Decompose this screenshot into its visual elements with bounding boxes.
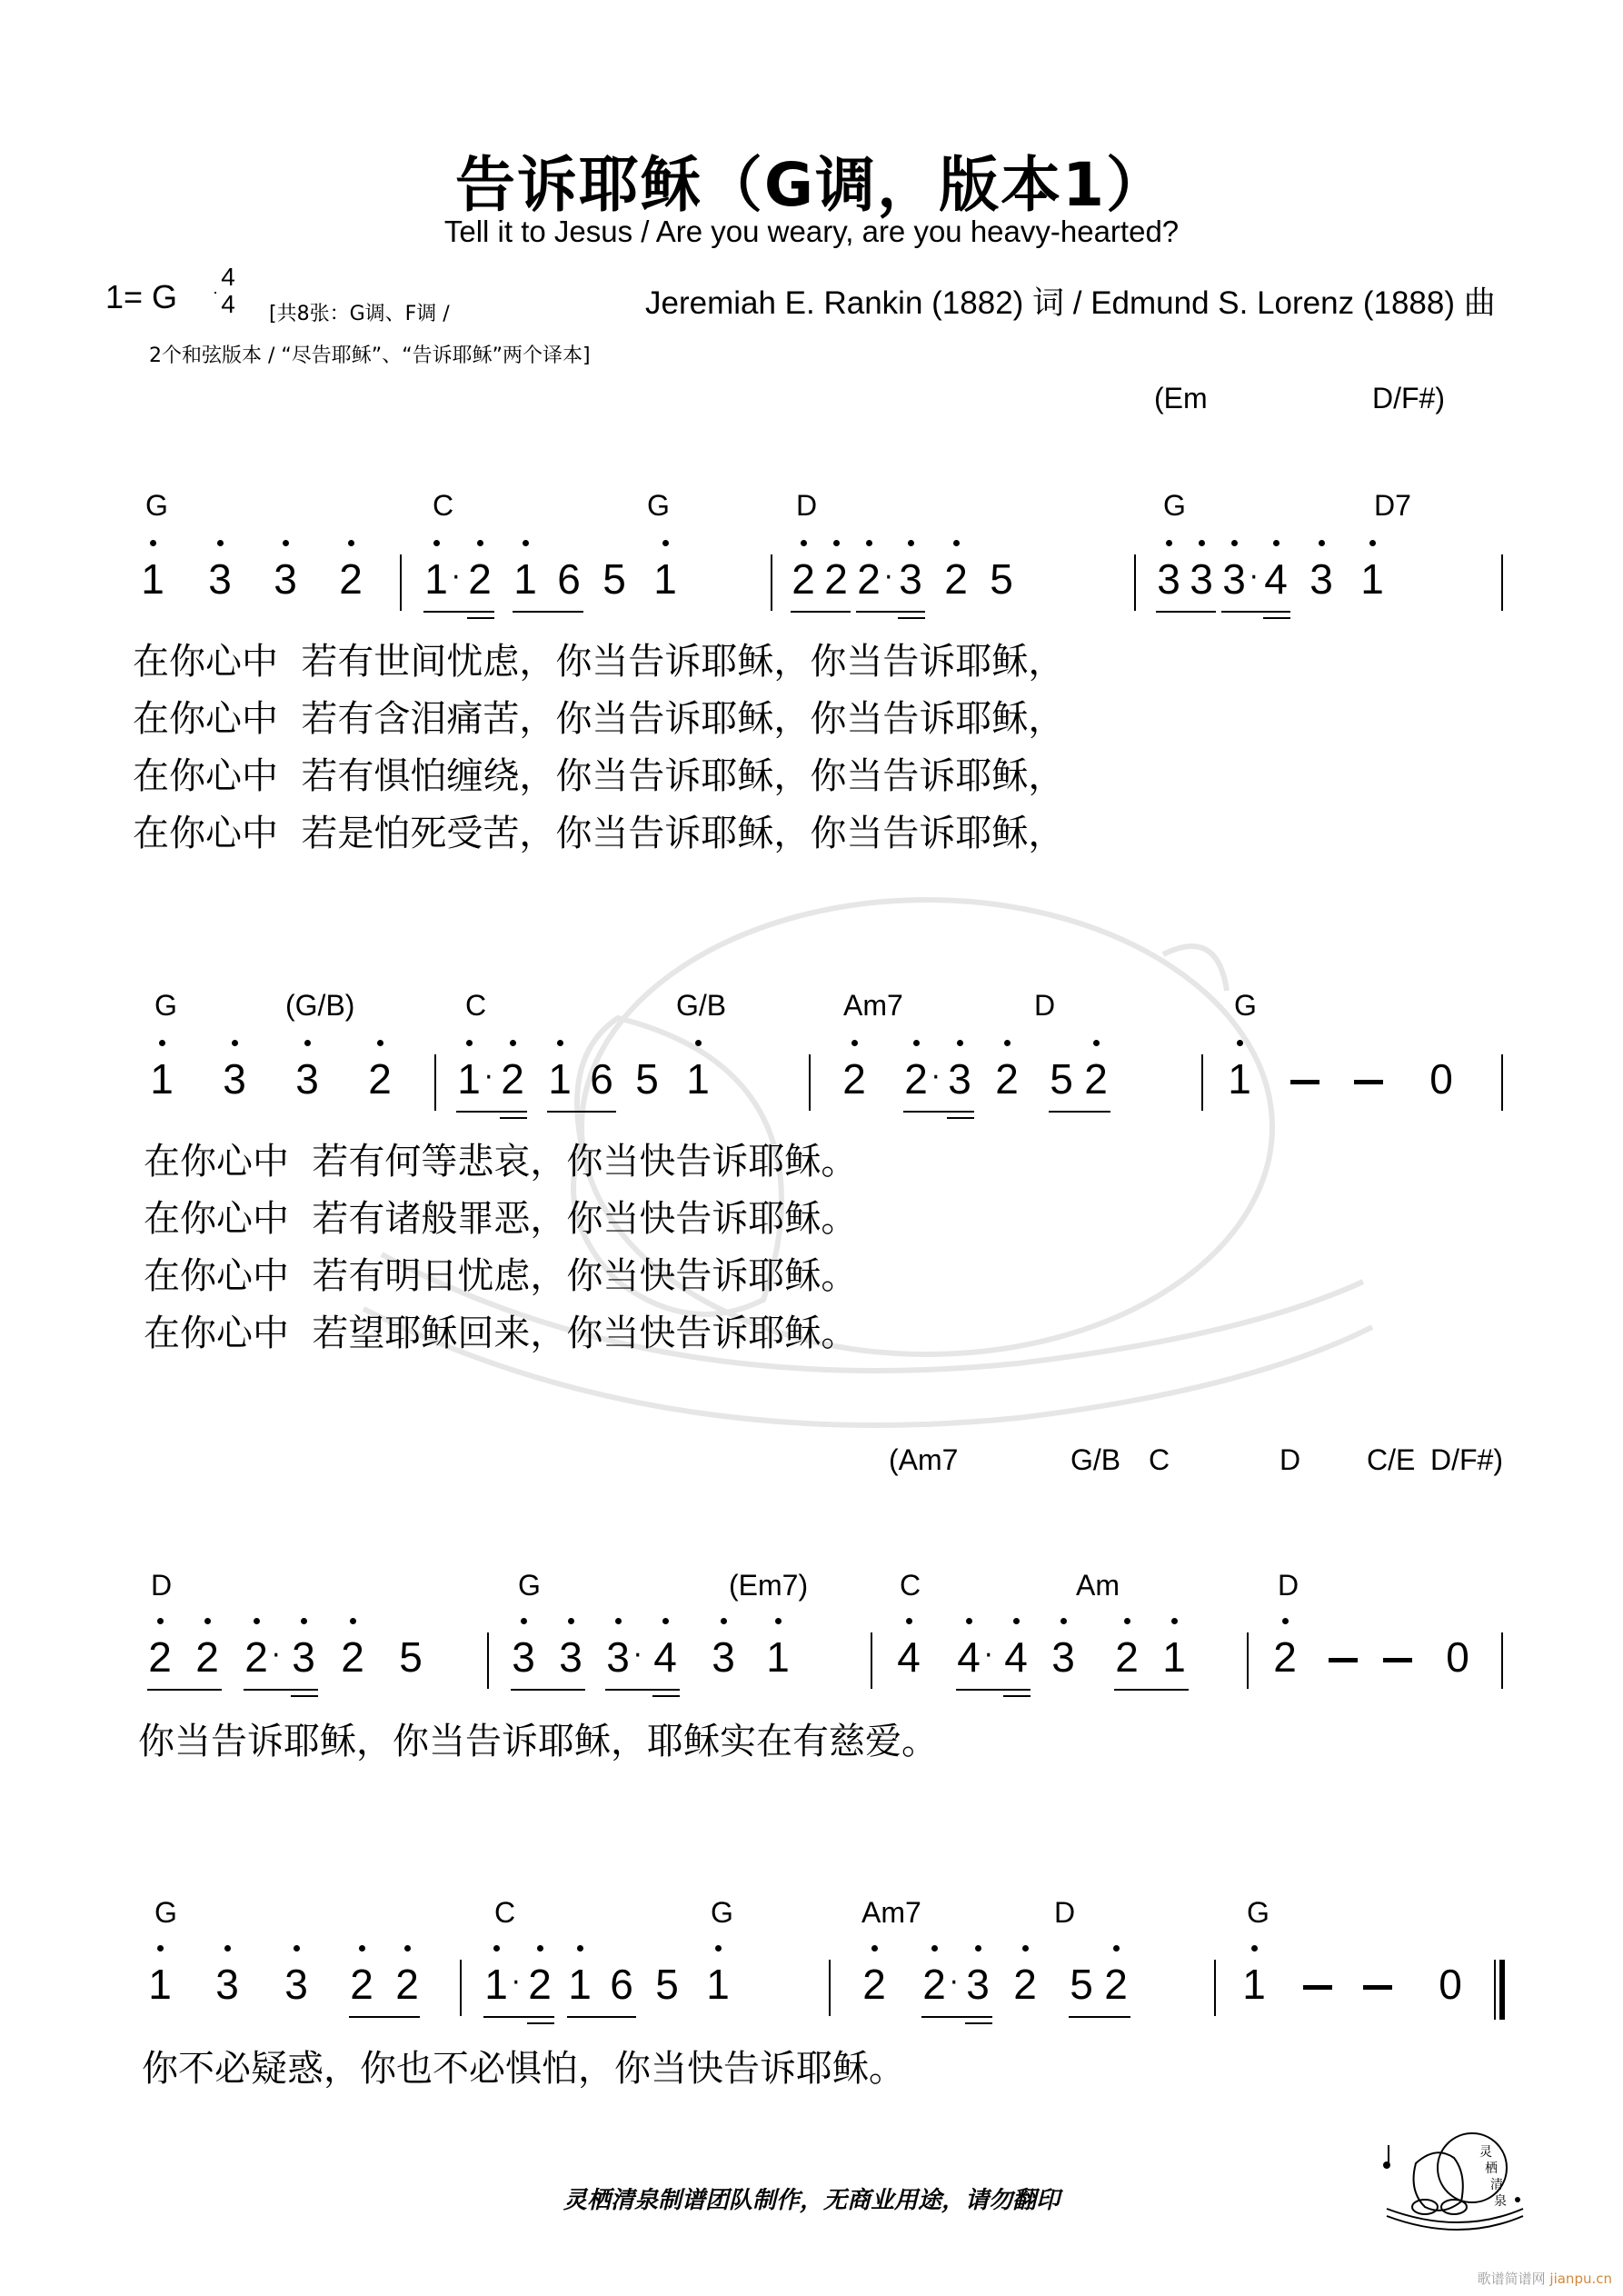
octave-dot-icon: [493, 1945, 500, 1952]
octave-dot-icon: [157, 1945, 164, 1952]
time-signature: [214, 264, 242, 318]
octave-dot-icon: [931, 1945, 938, 1952]
note-digit: 4: [894, 1634, 923, 1680]
note-digit: 3: [1307, 556, 1336, 602]
beam-underline: [652, 1695, 680, 1697]
beam-underline: [1049, 1111, 1110, 1113]
note-digit: 5: [602, 555, 626, 603]
chord: G: [647, 489, 670, 522]
beam-underline: [856, 611, 925, 613]
note-digit: 4: [954, 1634, 983, 1680]
octave-dot-icon: [224, 1945, 231, 1952]
octave-dot-icon: [913, 1040, 920, 1046]
octave-dot-icon: [377, 1040, 383, 1046]
footer-notice: 灵栖清泉制谱团队制作，无商业用途，请勿翻印: [563, 2187, 1060, 2214]
octave-dot-icon: [510, 1040, 516, 1046]
svg-text:栖: 栖: [1485, 2161, 1498, 2176]
chord: C: [433, 489, 454, 522]
octave-dot-icon: [1124, 1618, 1130, 1624]
note-digit: 2: [1011, 1962, 1040, 2007]
note-digit: 2: [365, 1056, 394, 1102]
octave-dot-icon: [871, 1945, 878, 1952]
note-digit: 6: [590, 1055, 613, 1103]
site-cn: 歌谱简谱网: [1477, 2271, 1546, 2287]
note-digit: 2: [193, 1634, 222, 1680]
octave-dot-icon: [359, 1945, 365, 1952]
beam-underline: [898, 617, 925, 619]
chord: G: [1247, 1896, 1270, 1929]
hold-dash: [1363, 1985, 1392, 1990]
note-digit: 6: [557, 555, 581, 603]
barline: [1214, 1960, 1216, 2016]
chord: D: [151, 1569, 173, 1602]
octave-dot-icon: [217, 540, 224, 546]
beam-underline: [423, 611, 494, 613]
octave-dot-icon: [1273, 540, 1279, 546]
alt-chord: D: [1279, 1443, 1301, 1476]
beam-underline: [527, 2022, 554, 2024]
sheep-logo-icon: [1381, 2127, 1527, 2231]
augmentation-dot: ·: [272, 1640, 281, 1672]
version-note-line2: 2个和弦版本 / “尽告耶稣”、“告诉耶稣”两个译本]: [149, 344, 591, 367]
octave-dot-icon: [801, 540, 807, 546]
hold-dash: [1290, 1080, 1319, 1084]
note-digit: 3: [1187, 556, 1216, 602]
beam-underline: [1263, 617, 1290, 619]
beam-underline: [1221, 611, 1290, 613]
note-digit: 2: [347, 1962, 376, 2007]
note-digit: 2: [525, 1962, 554, 2007]
beam-underline: [1069, 2016, 1130, 2018]
note-digit: 1: [138, 556, 167, 602]
chord: G: [1163, 489, 1186, 522]
chord: D: [1278, 1569, 1299, 1602]
chord: (G/B): [285, 989, 355, 1022]
note-digit: 0: [1439, 1961, 1462, 2008]
octave-dot-icon: [1004, 1040, 1011, 1046]
barline: [434, 1054, 436, 1111]
alt-chord: C/E: [1367, 1443, 1416, 1476]
key-signature: 1= G: [105, 278, 178, 315]
barline: [1247, 1632, 1249, 1689]
note-digit: 2: [901, 1056, 931, 1102]
barline: [1501, 1632, 1503, 1689]
octave-dot-icon: [466, 1040, 473, 1046]
note-digit: 3: [709, 1634, 738, 1680]
beam-underline: [547, 1111, 616, 1113]
note-digit: 2: [1112, 1634, 1141, 1680]
note-digit: 3: [963, 1962, 992, 2007]
barline: [871, 1632, 872, 1689]
beam-underline: [513, 611, 583, 613]
barline: [1494, 1960, 1496, 2020]
octave-dot-icon: [301, 1618, 307, 1624]
octave-dot-icon: [1282, 1618, 1289, 1624]
lyric-line: 你不必疑惑，你也不必惧怕，你当快告诉耶稣。: [142, 2048, 905, 2090]
note-digit: 2: [941, 556, 971, 602]
note-digit: 2: [145, 1634, 174, 1680]
svg-text:泉: 泉: [1494, 2194, 1507, 2209]
hold-dash: [1303, 1985, 1332, 1990]
lyric-line: 在你心中 若有世间忧虑，你当告诉耶稣，你当告诉耶稣，: [133, 641, 1065, 683]
note-digit: 5: [1070, 1961, 1093, 2008]
page-title: 告诉耶稣（G调，版本1）: [454, 150, 1169, 220]
octave-dot-icon: [159, 1040, 165, 1046]
octave-dot-icon: [662, 1618, 669, 1624]
beam-underline: [456, 1111, 527, 1113]
logo-text: 灵: [1479, 2145, 1492, 2160]
lyric-line: 在你心中 若有含泪痛苦，你当告诉耶稣，你当告诉耶稣，: [133, 698, 1065, 740]
octave-dot-icon: [537, 1945, 543, 1952]
note-digit: 3: [1220, 556, 1249, 602]
note-digit: 2: [854, 556, 883, 602]
note-digit: 1: [454, 1056, 483, 1102]
note-digit: 1: [565, 1962, 594, 2007]
beam-underline: [791, 611, 851, 613]
site-watermark: [1478, 2269, 1612, 2288]
octave-dot-icon: [521, 1618, 527, 1624]
chord: D7: [1374, 489, 1411, 522]
note-digit: 1: [1240, 1962, 1269, 2007]
time-sig-top: 4: [221, 263, 235, 291]
octave-dot-icon: [283, 540, 289, 546]
beam-underline: [500, 1117, 527, 1119]
note-digit: 1: [511, 556, 540, 602]
notation-row: [0, 556, 1623, 629]
octave-dot-icon: [204, 1618, 211, 1624]
note-digit: 3: [213, 1962, 242, 2007]
hold-dash: [1383, 1658, 1412, 1662]
beam-underline: [903, 1111, 974, 1113]
time-sig-bar: [214, 292, 216, 294]
note-digit: 1: [482, 1962, 511, 2007]
augmentation-dot: ·: [512, 1967, 521, 1999]
chord: G: [1234, 989, 1257, 1022]
alt-chord: C: [1149, 1443, 1170, 1476]
octave-dot-icon: [1013, 1618, 1020, 1624]
lyric-line: 你当告诉耶稣，你当告诉耶稣，耶稣实在有慈爱。: [138, 1721, 938, 1762]
beam-underline: [291, 1695, 318, 1697]
note-digit: 6: [610, 1961, 633, 2008]
alt-chord: D/F#): [1372, 382, 1445, 414]
augmentation-dot: ·: [633, 1640, 642, 1672]
note-digit: 3: [945, 1056, 974, 1102]
chord: G: [154, 989, 177, 1022]
octave-dot-icon: [1231, 540, 1238, 546]
octave-dot-icon: [1060, 1618, 1067, 1624]
octave-dot-icon: [348, 540, 354, 546]
octave-dot-icon: [1369, 540, 1376, 546]
octave-dot-icon: [975, 1945, 981, 1952]
beam-underline: [1003, 1695, 1031, 1697]
beam-underline: [483, 2016, 554, 2018]
augmentation-dot: ·: [884, 562, 893, 594]
octave-dot-icon: [254, 1618, 260, 1624]
octave-dot-icon: [851, 1040, 858, 1046]
octave-dot-icon: [477, 540, 483, 546]
alt-chord: D/F#): [1430, 1443, 1503, 1476]
octave-dot-icon: [1171, 1618, 1178, 1624]
lyric-line: 在你心中 若是怕死受苦，你当告诉耶稣，你当告诉耶稣，: [133, 813, 1065, 854]
beam-underline: [147, 1689, 222, 1691]
chord: Am7: [861, 1896, 921, 1929]
note-digit: 3: [220, 1056, 249, 1102]
octave-dot-icon: [150, 540, 156, 546]
note-digit: 2: [860, 1962, 889, 2007]
lyric-line: 在你心中 若有惧怕缠绕，你当告诉耶稣，你当告诉耶稣，: [133, 755, 1065, 797]
note-digit: 2: [1101, 1962, 1130, 2007]
chord: G: [145, 489, 168, 522]
note-digit: 0: [1446, 1633, 1469, 1681]
octave-dot-icon: [404, 1945, 411, 1952]
octave-dot-icon: [866, 540, 872, 546]
note-digit: 2: [1081, 1056, 1110, 1102]
chord: Am: [1076, 1569, 1120, 1602]
note-digit: 3: [282, 1962, 311, 2007]
chord: (Em7): [729, 1569, 809, 1602]
note-digit: 2: [465, 556, 494, 602]
note-digit: 3: [556, 1634, 585, 1680]
beam-underline: [511, 1689, 585, 1691]
barline: [771, 554, 772, 611]
note-digit: 3: [1154, 556, 1183, 602]
chord: C: [900, 1569, 921, 1602]
chord: C: [494, 1896, 516, 1929]
octave-dot-icon: [1251, 1945, 1258, 1952]
chord: G/B: [676, 989, 727, 1022]
note-digit: 2: [242, 1634, 271, 1680]
octave-dot-icon: [1199, 540, 1205, 546]
note-digit: 3: [509, 1634, 538, 1680]
note-digit: 3: [1049, 1634, 1078, 1680]
alt-chord: (Em: [1154, 382, 1208, 414]
octave-dot-icon: [615, 1618, 622, 1624]
note-digit: 3: [293, 1056, 322, 1102]
barline: [809, 1054, 811, 1111]
octave-dot-icon: [715, 1945, 722, 1952]
barline: [487, 1632, 489, 1689]
lyric-line: 在你心中 若有诸般罪恶，你当快告诉耶稣。: [144, 1198, 858, 1240]
lyric-line: 在你心中 若望耶稣回来，你当快告诉耶稣。: [144, 1313, 858, 1354]
notation-row: [0, 1962, 1623, 2034]
octave-dot-icon: [1166, 540, 1172, 546]
augmentation-dot: ·: [950, 1967, 959, 1999]
octave-dot-icon: [695, 1040, 702, 1046]
note-digit: 2: [992, 1056, 1021, 1102]
octave-dot-icon: [775, 1618, 782, 1624]
octave-dot-icon: [908, 540, 914, 546]
beam-underline: [567, 2016, 636, 2018]
octave-dot-icon: [957, 1040, 963, 1046]
beam-underline: [965, 2022, 992, 2024]
augmentation-dot: ·: [984, 1640, 993, 1672]
octave-dot-icon: [1093, 1040, 1100, 1046]
octave-dot-icon: [523, 540, 529, 546]
beam-underline: [1114, 1689, 1189, 1691]
note-digit: 5: [655, 1961, 679, 2008]
octave-dot-icon: [1319, 540, 1325, 546]
octave-dot-icon: [662, 540, 669, 546]
alt-chord: (Am7: [889, 1443, 959, 1476]
barline: [1501, 554, 1503, 611]
note-digit: 2: [498, 1056, 527, 1102]
octave-dot-icon: [157, 1618, 164, 1624]
alt-chord: G/B: [1070, 1443, 1121, 1476]
beam-underline: [605, 1689, 680, 1691]
credits: Jeremiah E. Rankin (1882) 词 / Edmund S. Lorenz (1888) 曲: [645, 285, 1496, 321]
beam-underline: [467, 617, 494, 619]
note-digit: 5: [1050, 1055, 1073, 1103]
beam-underline: [956, 1689, 1031, 1691]
octave-dot-icon: [577, 1945, 583, 1952]
chord: D: [1034, 989, 1056, 1022]
augmentation-dot: ·: [484, 1062, 493, 1093]
note-digit: 1: [1160, 1634, 1189, 1680]
octave-dot-icon: [1113, 1945, 1120, 1952]
time-sig-bottom: 4: [221, 290, 235, 318]
note-digit: 3: [271, 556, 300, 602]
barline: [1134, 554, 1136, 611]
beam-underline: [244, 1689, 318, 1691]
note-digit: 2: [789, 556, 818, 602]
note-digit: 3: [289, 1634, 318, 1680]
beam-underline: [349, 2016, 420, 2018]
note-digit: 1: [147, 1056, 176, 1102]
note-digit: 5: [635, 1055, 659, 1103]
notation-row: [0, 1634, 1623, 1707]
chord: D: [796, 489, 818, 522]
note-digit: 3: [205, 556, 234, 602]
note-digit: 1: [763, 1634, 792, 1680]
note-digit: 1: [1358, 556, 1387, 602]
chord: Am7: [843, 989, 903, 1022]
page-subtitle: Tell it to Jesus / Are you weary, are you heavy-hearted?: [443, 215, 1180, 248]
note-digit: 4: [651, 1634, 680, 1680]
beam-underline: [1156, 611, 1216, 613]
note-digit: 2: [821, 556, 851, 602]
octave-dot-icon: [304, 1040, 311, 1046]
octave-dot-icon: [1022, 1945, 1029, 1952]
note-digit: 1: [703, 1962, 732, 2007]
note-digit: 3: [896, 556, 925, 602]
augmentation-dot: ·: [452, 562, 461, 594]
note-digit: 5: [990, 555, 1013, 603]
octave-dot-icon: [1237, 1040, 1243, 1046]
octave-dot-icon: [294, 1945, 300, 1952]
octave-dot-icon: [433, 540, 440, 546]
beam-underline: [921, 2016, 992, 2018]
note-digit: 1: [422, 556, 451, 602]
octave-dot-icon: [557, 1040, 563, 1046]
note-digit: 1: [1225, 1056, 1254, 1102]
chord: G: [518, 1569, 541, 1602]
note-digit: 1: [651, 556, 680, 602]
beam-underline: [947, 1117, 974, 1119]
octave-dot-icon: [721, 1618, 727, 1624]
note-digit: 2: [393, 1962, 422, 2007]
version-note-line1: [共8张：G调、F调 /: [269, 303, 450, 325]
final-barline: [1499, 1960, 1505, 2020]
octave-dot-icon: [953, 540, 960, 546]
chord: G: [711, 1896, 733, 1929]
note-digit: 2: [336, 556, 365, 602]
lyric-line: 在你心中 若有何等悲哀，你当快告诉耶稣。: [144, 1141, 858, 1183]
octave-dot-icon: [232, 1040, 238, 1046]
octave-dot-icon: [906, 1618, 912, 1624]
barline: [400, 554, 402, 611]
barline: [1201, 1054, 1203, 1111]
note-digit: 3: [603, 1634, 632, 1680]
note-digit: 4: [1261, 556, 1290, 602]
note-digit: 2: [338, 1634, 367, 1680]
chord: D: [1054, 1896, 1076, 1929]
chord: G: [154, 1896, 177, 1929]
site-en: jianpu.cn: [1549, 2271, 1612, 2287]
note-digit: 1: [683, 1056, 712, 1102]
svg-text:清: 清: [1490, 2178, 1503, 2192]
hold-dash: [1354, 1080, 1383, 1084]
hold-dash: [1329, 1658, 1358, 1662]
note-digit: 1: [545, 1056, 574, 1102]
note-digit: 0: [1429, 1055, 1453, 1103]
chord: C: [465, 989, 487, 1022]
barline: [829, 1960, 831, 2016]
notation-row: [0, 1056, 1623, 1129]
note-digit: 2: [1270, 1634, 1299, 1680]
note-digit: 2: [920, 1962, 949, 2007]
octave-dot-icon: [568, 1618, 574, 1624]
augmentation-dot: ·: [1250, 562, 1259, 594]
barline: [460, 1960, 462, 2016]
note-digit: 4: [1001, 1634, 1031, 1680]
note-digit: 5: [399, 1633, 423, 1681]
augmentation-dot: ·: [931, 1062, 941, 1093]
note-digit: 2: [840, 1056, 869, 1102]
lyric-line: 在你心中 若有明日忧虑，你当快告诉耶稣。: [144, 1255, 858, 1297]
barline: [1501, 1054, 1503, 1111]
octave-dot-icon: [833, 540, 840, 546]
note-digit: 1: [145, 1962, 174, 2007]
octave-dot-icon: [350, 1618, 356, 1624]
octave-dot-icon: [966, 1618, 972, 1624]
